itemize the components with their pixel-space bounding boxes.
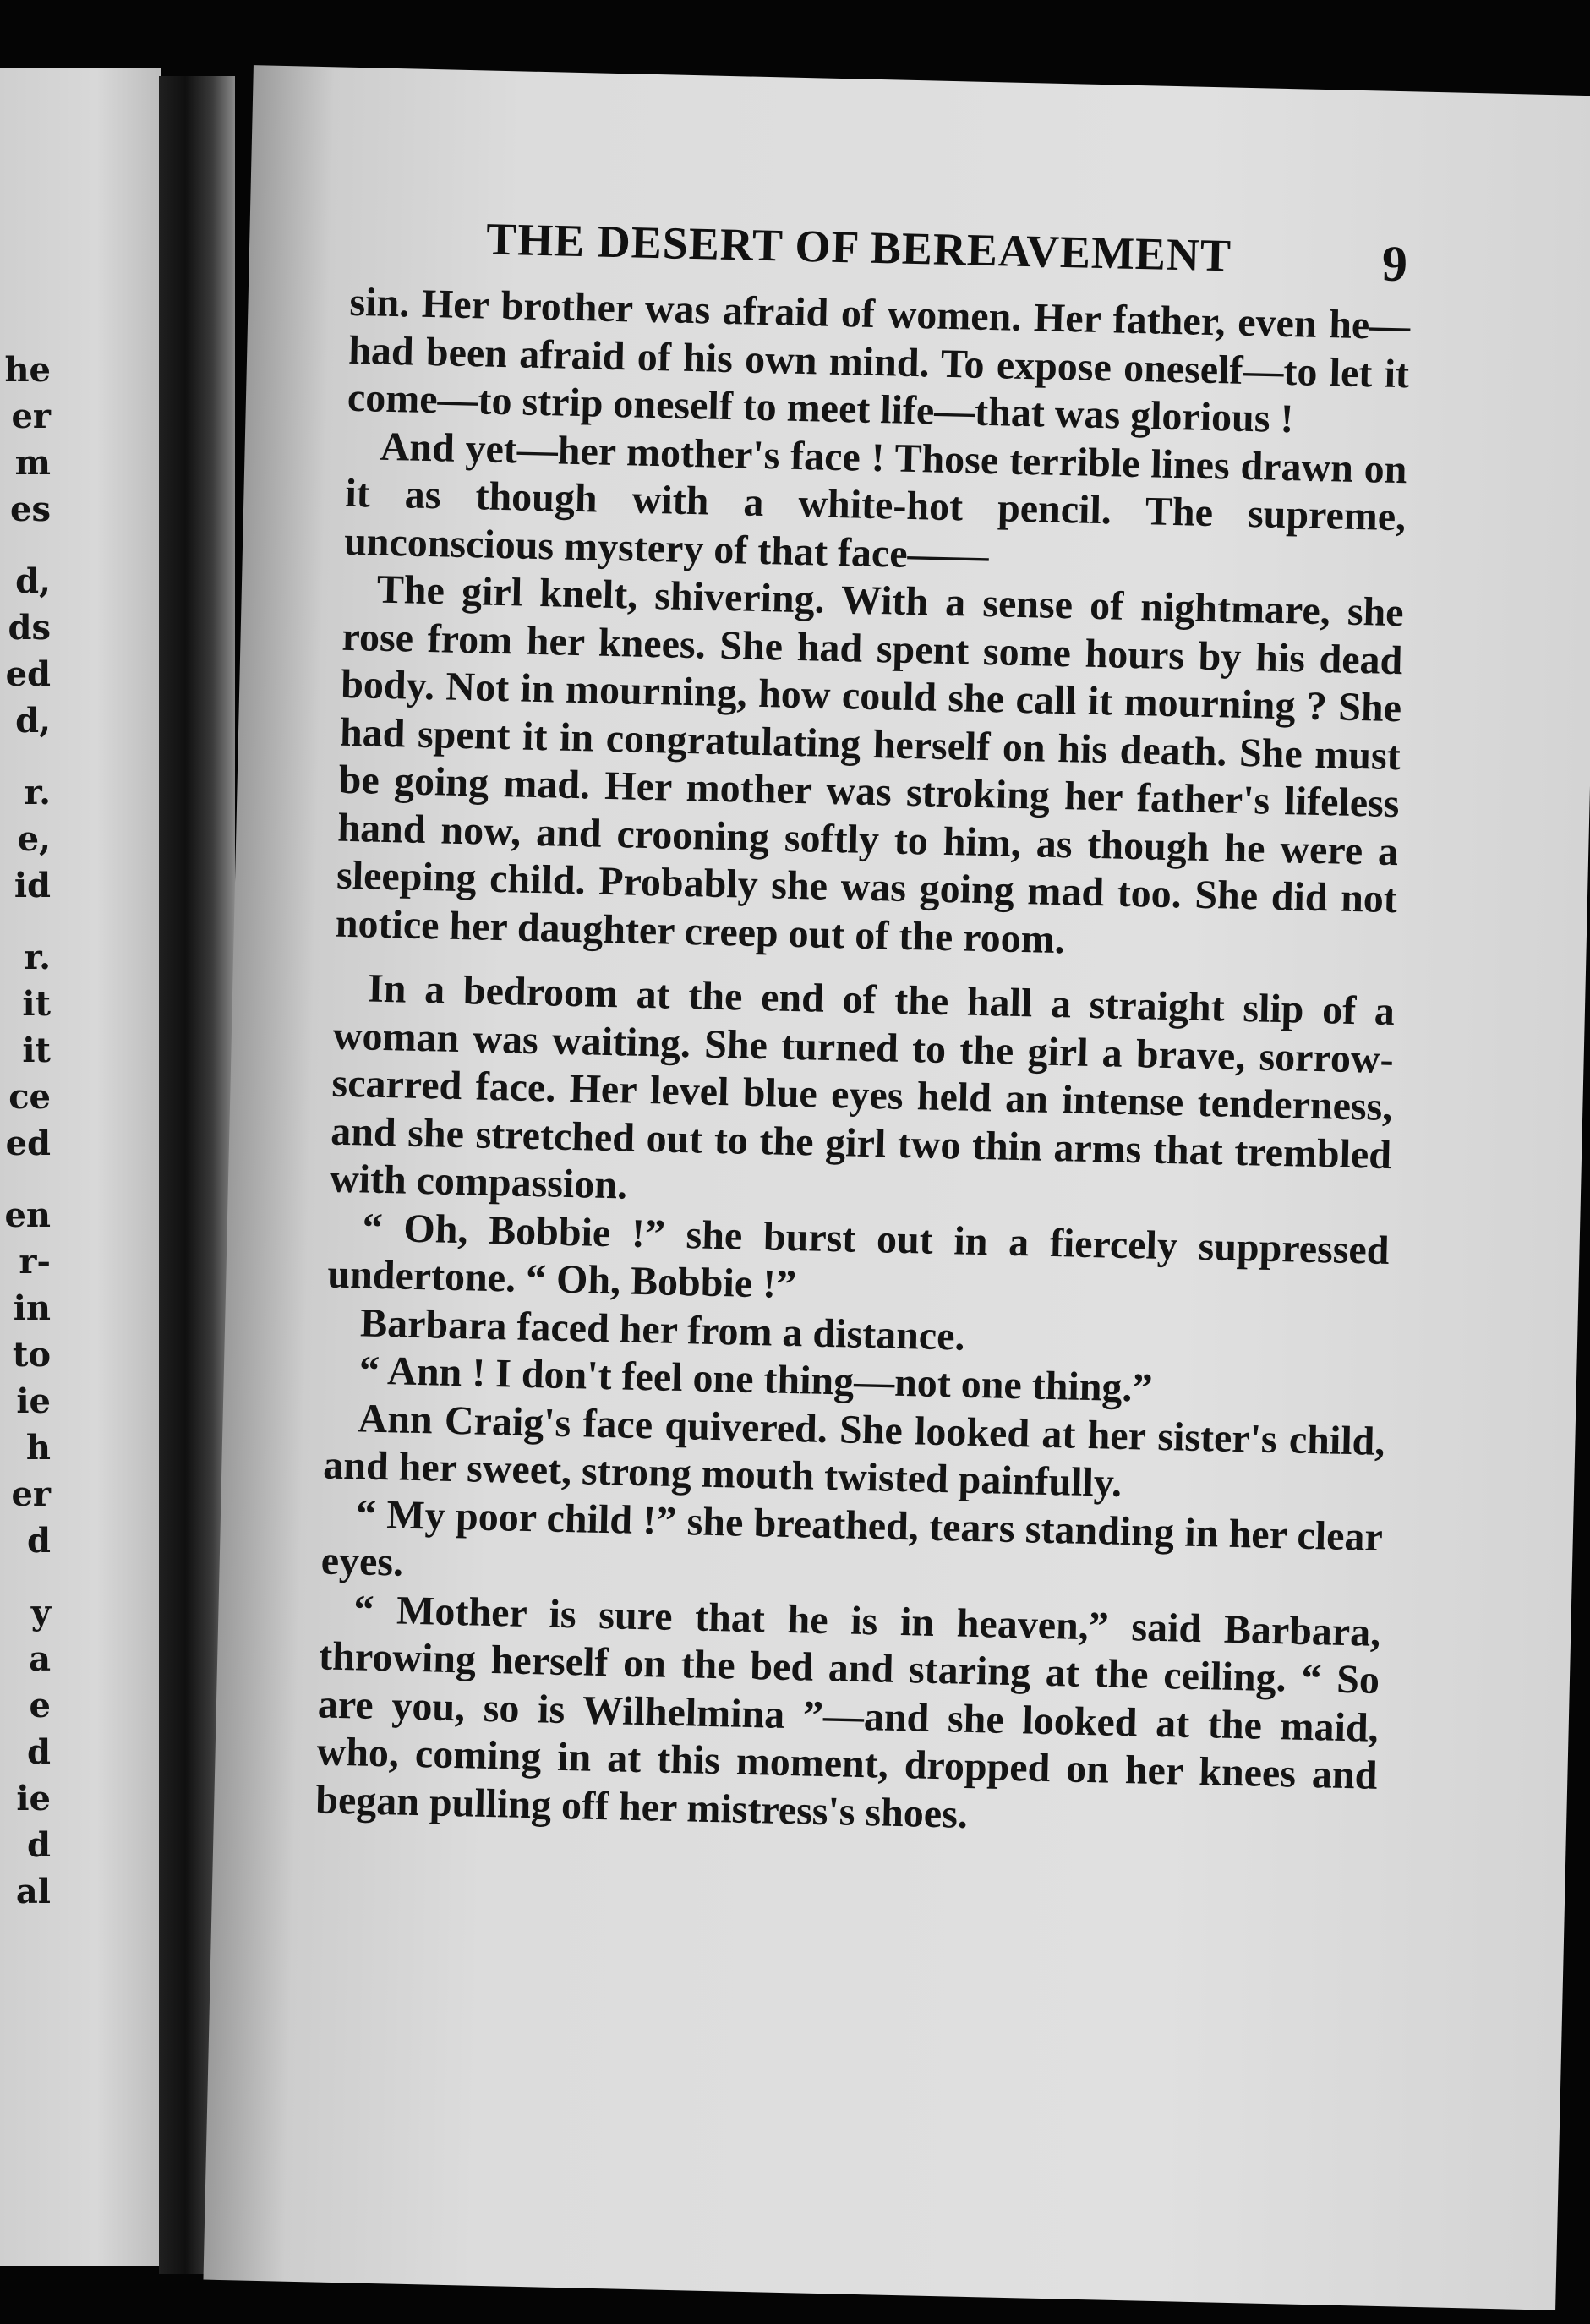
book-page bbox=[203, 65, 1590, 2310]
previous-page-fragment: es bbox=[10, 489, 51, 529]
previous-page-fragment: ce bbox=[8, 1077, 51, 1117]
previous-page-fragment: ds bbox=[8, 608, 51, 648]
previous-page-fragment: e, bbox=[17, 819, 51, 859]
previous-page-fragment: id bbox=[14, 866, 51, 905]
previous-page bbox=[0, 68, 161, 2266]
paragraph: Barbara faced her from a distance. bbox=[359, 1299, 966, 1359]
paragraph: “ Mother is sure that he is in heaven,” said Barbara, throwing herself on the bed and staring at the ceiling. “ So are you, so is Wilhelmina ”—and she looked at the maid, who, coming in at this moment, dropped on her knees and began pulling off her mistress's shoes. bbox=[314, 1586, 1381, 1837]
previous-page-fragment: he bbox=[4, 350, 51, 390]
previous-page-fragment: in bbox=[13, 1288, 51, 1328]
paragraph: “ Oh, Bobbie !” she burst out in a fiercely suppressed undertone. “ Oh, Bobbie !” bbox=[326, 1204, 1391, 1308]
running-head: THE DESERT OF BEREAVEMENT bbox=[485, 213, 1232, 282]
previous-page-fragment: er bbox=[11, 1474, 51, 1514]
previous-page-fragment: er bbox=[11, 396, 51, 436]
previous-page-fragment: h bbox=[25, 1428, 51, 1468]
previous-page-fragment: al bbox=[15, 1872, 51, 1911]
previous-page-fragment: ie bbox=[16, 1779, 51, 1818]
paragraph: Ann Craig's face quivered. She looked at her sister's child, and her sweet, strong mouth twisted painfully. bbox=[322, 1395, 1385, 1506]
previous-page-fragment: it bbox=[22, 1031, 51, 1070]
paragraph: And yet—her mother's face ! Those terrible lines drawn on it as though with a white-hot pencil. The supreme, unconscious mystery of that face—— bbox=[343, 424, 1408, 578]
previous-page-fragment: e bbox=[29, 1686, 51, 1725]
previous-page-line-endings bbox=[0, 347, 51, 1915]
previous-page-fragment: ie bbox=[16, 1381, 51, 1421]
previous-page-fragment: y bbox=[30, 1593, 51, 1632]
previous-page-fragment: r. bbox=[24, 938, 51, 977]
previous-page-fragment: d bbox=[27, 1732, 51, 1772]
body-text bbox=[315, 279, 1411, 1848]
paragraph: sin. Her brother was afraid of women. Her father, even he—had been afraid of his own mind. To expose oneself—to let it come—to strip oneself to meet life—that was glorious ! bbox=[347, 279, 1411, 442]
previous-page-fragment: it bbox=[22, 984, 51, 1024]
previous-page-fragment: d bbox=[27, 1521, 51, 1561]
previous-page-fragment: m bbox=[14, 443, 51, 483]
previous-page-fragment: a bbox=[29, 1639, 51, 1679]
paragraph: In a bedroom at the end of the hall a straight slip of a woman was waiting. She turned to the girl a brave, sorrow-scarred face. Her level blue eyes held an intense tenderness, and she stretched out to the girl two thin arms that trembled with compassion. bbox=[329, 965, 1396, 1208]
previous-page-fragment: r. bbox=[24, 773, 51, 812]
previous-page-fragment: ed bbox=[5, 1124, 51, 1163]
previous-page-fragment: to bbox=[12, 1335, 51, 1375]
paragraph: “ My poor child !” she breathed, tears standing in her clear eyes. bbox=[320, 1490, 1384, 1585]
page-number: 9 bbox=[1381, 235, 1408, 293]
paragraph: “ Ann ! I don't feel one thing—not one thing.” bbox=[358, 1348, 1154, 1411]
previous-page-fragment: en bbox=[4, 1195, 51, 1235]
previous-page-fragment: ed bbox=[5, 654, 51, 694]
previous-page-fragment: d bbox=[27, 1825, 51, 1865]
paragraph: The girl knelt, shivering. With a sense of nightmare, she rose from her knees. She had spent some hours by his dead body. Not in mourning, how could she call it mourning ? She had spent it in congratulating herself on his death. She must be going mad. Her mother was stroking her father's lifeless hand now, and crooning softly to him, as though he were a sleeping child. Probably she was going mad too. She did not notice her daughter creep out of the room. bbox=[335, 566, 1405, 962]
previous-page-fragment: d, bbox=[15, 561, 51, 601]
previous-page-fragment: d, bbox=[15, 701, 51, 741]
previous-page-fragment: r- bbox=[19, 1242, 51, 1282]
